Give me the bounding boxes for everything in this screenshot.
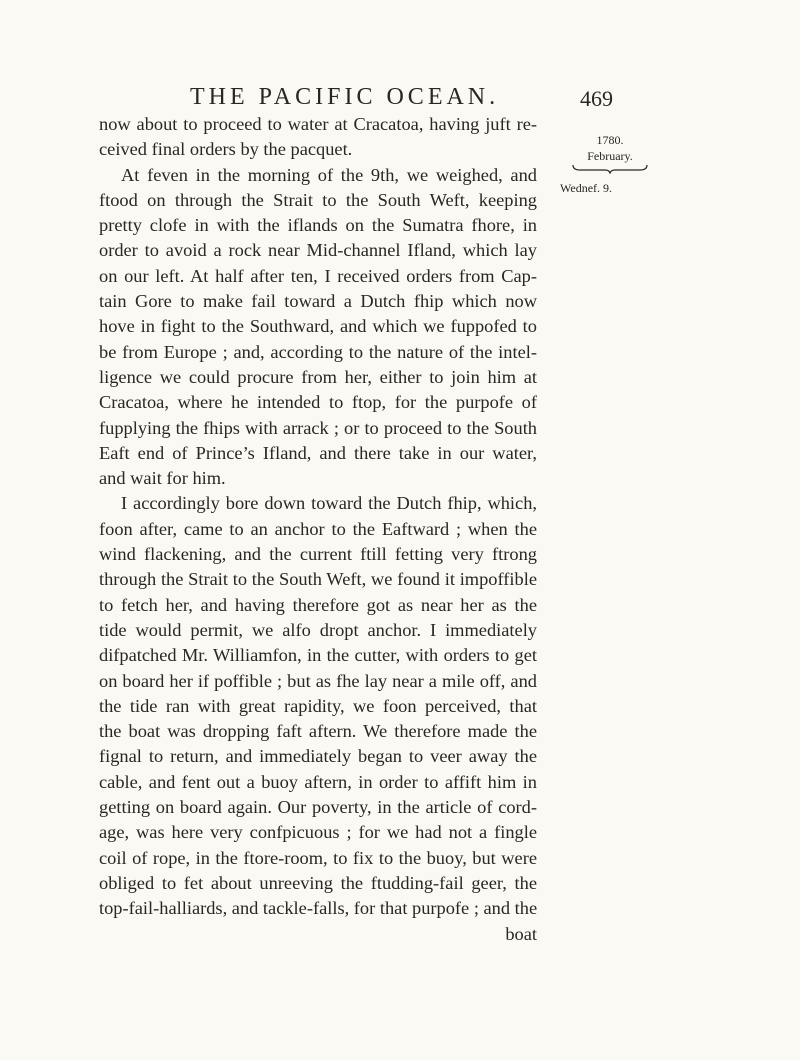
brace-icon — [572, 164, 648, 174]
text-line: the boat was dropping faft aftern. We therefore made the — [99, 721, 537, 742]
text-line: the tide ran with great rapidity, we foon perceived, that — [99, 695, 537, 716]
text-line: on our left. At half after ten, I received orders from Cap- — [99, 265, 537, 286]
text-line: now about to proceed to water at Cracatoa, having juft re- — [99, 114, 537, 134]
text-line: ftood on through the Strait to the South Weft, keeping — [99, 189, 537, 210]
text-line: wind flackening, and the current ftill fetting very ftrong — [99, 544, 537, 565]
text-line: to fetch her, and having therefore got as near her as the — [99, 594, 537, 615]
margin-note — [560, 132, 660, 196]
text-line: be from Europe ; and, according to the nature of the intel- — [99, 341, 537, 362]
text-line: foon after, came to an anchor to the Eaftward ; when the — [99, 518, 537, 539]
text-line: top-fail-halliards, and tackle-falls, for that purpofe ; and the — [99, 898, 538, 919]
margin-month: February. — [587, 149, 633, 163]
text-line: through the Strait to the South Weft, we found it impoffible — [99, 569, 537, 590]
text-line: hove in fight to the Southward, and which we fuppofed to — [99, 316, 537, 337]
margin-date: Wednef. 9. — [560, 181, 613, 195]
text-line: coil of rope, in the ftore-room, to fix to the buoy, but were — [99, 847, 537, 868]
text-line: Cracatoa, where he intended to ftop, for the purpofe of — [99, 392, 537, 413]
text-line: Eaft end of Prince’s Ifland, and there take in our water, — [99, 442, 537, 463]
text-line: fignal to return, and immediately began to veer away the — [99, 746, 537, 767]
text-line: tain Gore to make fail toward a Dutch fhip which now — [99, 291, 537, 312]
page-number: 469 — [580, 86, 613, 111]
catchword: boat — [505, 923, 537, 944]
text-line: getting on board again. Our poverty, in the article of cord- — [99, 797, 537, 818]
text-line: difpatched Mr. Williamfon, in the cutter, with orders to get — [99, 645, 537, 666]
text-line: cable, and fent out a buoy aftern, in order to affift him in — [99, 771, 537, 792]
text-line: order to avoid a rock near Mid-channel Ifland, which lay — [99, 240, 537, 261]
text-line: fupplying the fhips with arrack ; or to proceed to the South — [99, 417, 537, 438]
text-line: and wait for him. — [99, 468, 226, 489]
text-line: ceived final orders by the pacquet. — [99, 139, 353, 160]
running-title: THE PACIFIC OCEAN. — [190, 84, 500, 110]
text-line: age, was here very confpicuous ; for we had not a fingle — [99, 822, 537, 843]
text-line: on board her if poffible ; but as fhe lay near a mile off, and — [99, 670, 537, 691]
text-line: tide would permit, we alfo dropt anchor. I immediately — [99, 619, 537, 640]
body-text — [99, 112, 537, 947]
text-line: ligence we could procure from her, either to join him at — [99, 366, 537, 387]
text-line: pretty clofe in with the iflands on the Sumatra fhore, in — [99, 215, 537, 236]
text-line: obliged to fet about unreeving the ftudding-fail geer, the — [99, 872, 537, 893]
text-line: At feven in the morning of the 9th, we weighed, and — [121, 164, 537, 185]
margin-year: 1780. — [596, 133, 624, 147]
text-line: I accordingly bore down toward the Dutch fhip, which, — [121, 493, 537, 514]
